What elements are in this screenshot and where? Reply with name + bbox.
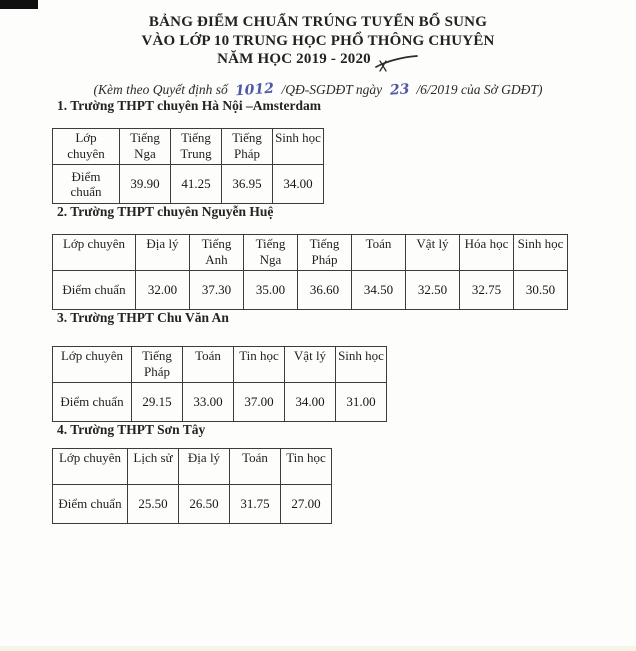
score-cell: 35.00 (244, 271, 298, 310)
score-cell: 37.30 (190, 271, 244, 310)
column-header: Lịch sử (128, 449, 179, 485)
school-section-1 (52, 98, 636, 204)
score-table-2 (52, 234, 568, 310)
column-header: Hóa học (460, 235, 514, 271)
column-header: Toán (183, 347, 234, 383)
handwritten-decision-number: 1012 (234, 80, 275, 100)
score-row (53, 485, 332, 524)
column-header: Sinh học (336, 347, 387, 383)
corner-cell: Lớp chuyên (53, 235, 136, 271)
column-header: Vật lý (285, 347, 336, 383)
column-header: Tin học (234, 347, 285, 383)
column-header: Sinh học (514, 235, 568, 271)
row-label: Điểm chuẩn (53, 165, 120, 204)
score-table-3 (52, 346, 387, 422)
score-cell: 31.00 (336, 383, 387, 422)
handwritten-tick-mark (373, 52, 419, 72)
section-heading-4: 4. Trường THPT Sơn Tây (57, 422, 206, 437)
score-row (53, 165, 324, 204)
score-cell: 30.50 (514, 271, 568, 310)
corner-cell: Lớp chuyên (53, 347, 132, 383)
score-cell: 34.00 (273, 165, 324, 204)
section-heading-1: 1. Trường THPT chuyên Hà Nội –Amsterdam (57, 98, 321, 113)
column-header: Tiếng Nga (244, 235, 298, 271)
column-header: Địa lý (179, 449, 230, 485)
score-cell: 41.25 (171, 165, 222, 204)
subtitle-prefix: (Kèm theo Quyết định số (93, 82, 228, 97)
handwritten-day: 23 (388, 81, 410, 99)
document-header (0, 0, 636, 98)
column-header: Tiếng Pháp (132, 347, 183, 383)
score-cell: 32.00 (136, 271, 190, 310)
document-title-line-1: BẢNG ĐIỂM CHUẨN TRÚNG TUYỂN BỔ SUNG (148, 14, 488, 30)
school-section-3 (52, 310, 636, 422)
row-label: Điểm chuẩn (53, 271, 136, 310)
score-cell: 29.15 (132, 383, 183, 422)
column-header: Tiếng Anh (190, 235, 244, 271)
section-heading-2: 2. Trường THPT chuyên Nguyễn Huệ (57, 204, 274, 219)
column-header: Tiếng Nga (120, 129, 171, 165)
table-header-row (53, 235, 568, 271)
score-cell: 33.00 (183, 383, 234, 422)
corner-cell: Lớp chuyên (53, 449, 128, 485)
document-title-line-3: NĂM HỌC 2019 - 2020 (217, 51, 371, 67)
score-cell: 39.90 (120, 165, 171, 204)
column-header: Toán (352, 235, 406, 271)
score-row (53, 271, 568, 310)
column-header: Toán (230, 449, 281, 485)
row-label: Điểm chuẩn (53, 485, 128, 524)
score-table-4 (52, 448, 332, 524)
score-cell: 26.50 (179, 485, 230, 524)
subtitle-middle: /QĐ-SGDĐT ngày (281, 82, 383, 97)
score-cell: 34.00 (285, 383, 336, 422)
scan-artifact-strip (0, 646, 636, 651)
column-header: Vật lý (406, 235, 460, 271)
column-header: Địa lý (136, 235, 190, 271)
school-section-4 (52, 422, 636, 524)
section-heading-3: 3. Trường THPT Chu Văn An (57, 310, 229, 325)
table-header-row (53, 129, 324, 165)
column-header: Tin học (281, 449, 332, 485)
subtitle (0, 82, 636, 98)
score-cell: 36.95 (222, 165, 273, 204)
score-cell: 25.50 (128, 485, 179, 524)
column-header: Tiếng Pháp (222, 129, 273, 165)
column-header: Sinh học (273, 129, 324, 165)
table-header-row (53, 347, 387, 383)
document-title-line-2: VÀO LỚP 10 TRUNG HỌC PHỔ THÔNG CHUYÊN (141, 32, 495, 49)
column-header: Tiếng Pháp (298, 235, 352, 271)
subtitle-suffix: /6/2019 của Sở GDĐT) (416, 82, 543, 97)
score-cell: 36.60 (298, 271, 352, 310)
score-table-1 (52, 128, 324, 204)
document-body (0, 98, 636, 524)
score-cell: 34.50 (352, 271, 406, 310)
row-label: Điểm chuẩn (53, 383, 132, 422)
document-title-line-3-wrap (217, 50, 419, 72)
table-header-row (53, 449, 332, 485)
score-cell: 27.00 (281, 485, 332, 524)
score-cell: 32.50 (406, 271, 460, 310)
score-row (53, 383, 387, 422)
school-section-2 (52, 204, 636, 310)
score-cell: 31.75 (230, 485, 281, 524)
corner-cell: Lớp chuyên (53, 129, 120, 165)
column-header: Tiếng Trung (171, 129, 222, 165)
score-cell: 37.00 (234, 383, 285, 422)
score-cell: 32.75 (460, 271, 514, 310)
